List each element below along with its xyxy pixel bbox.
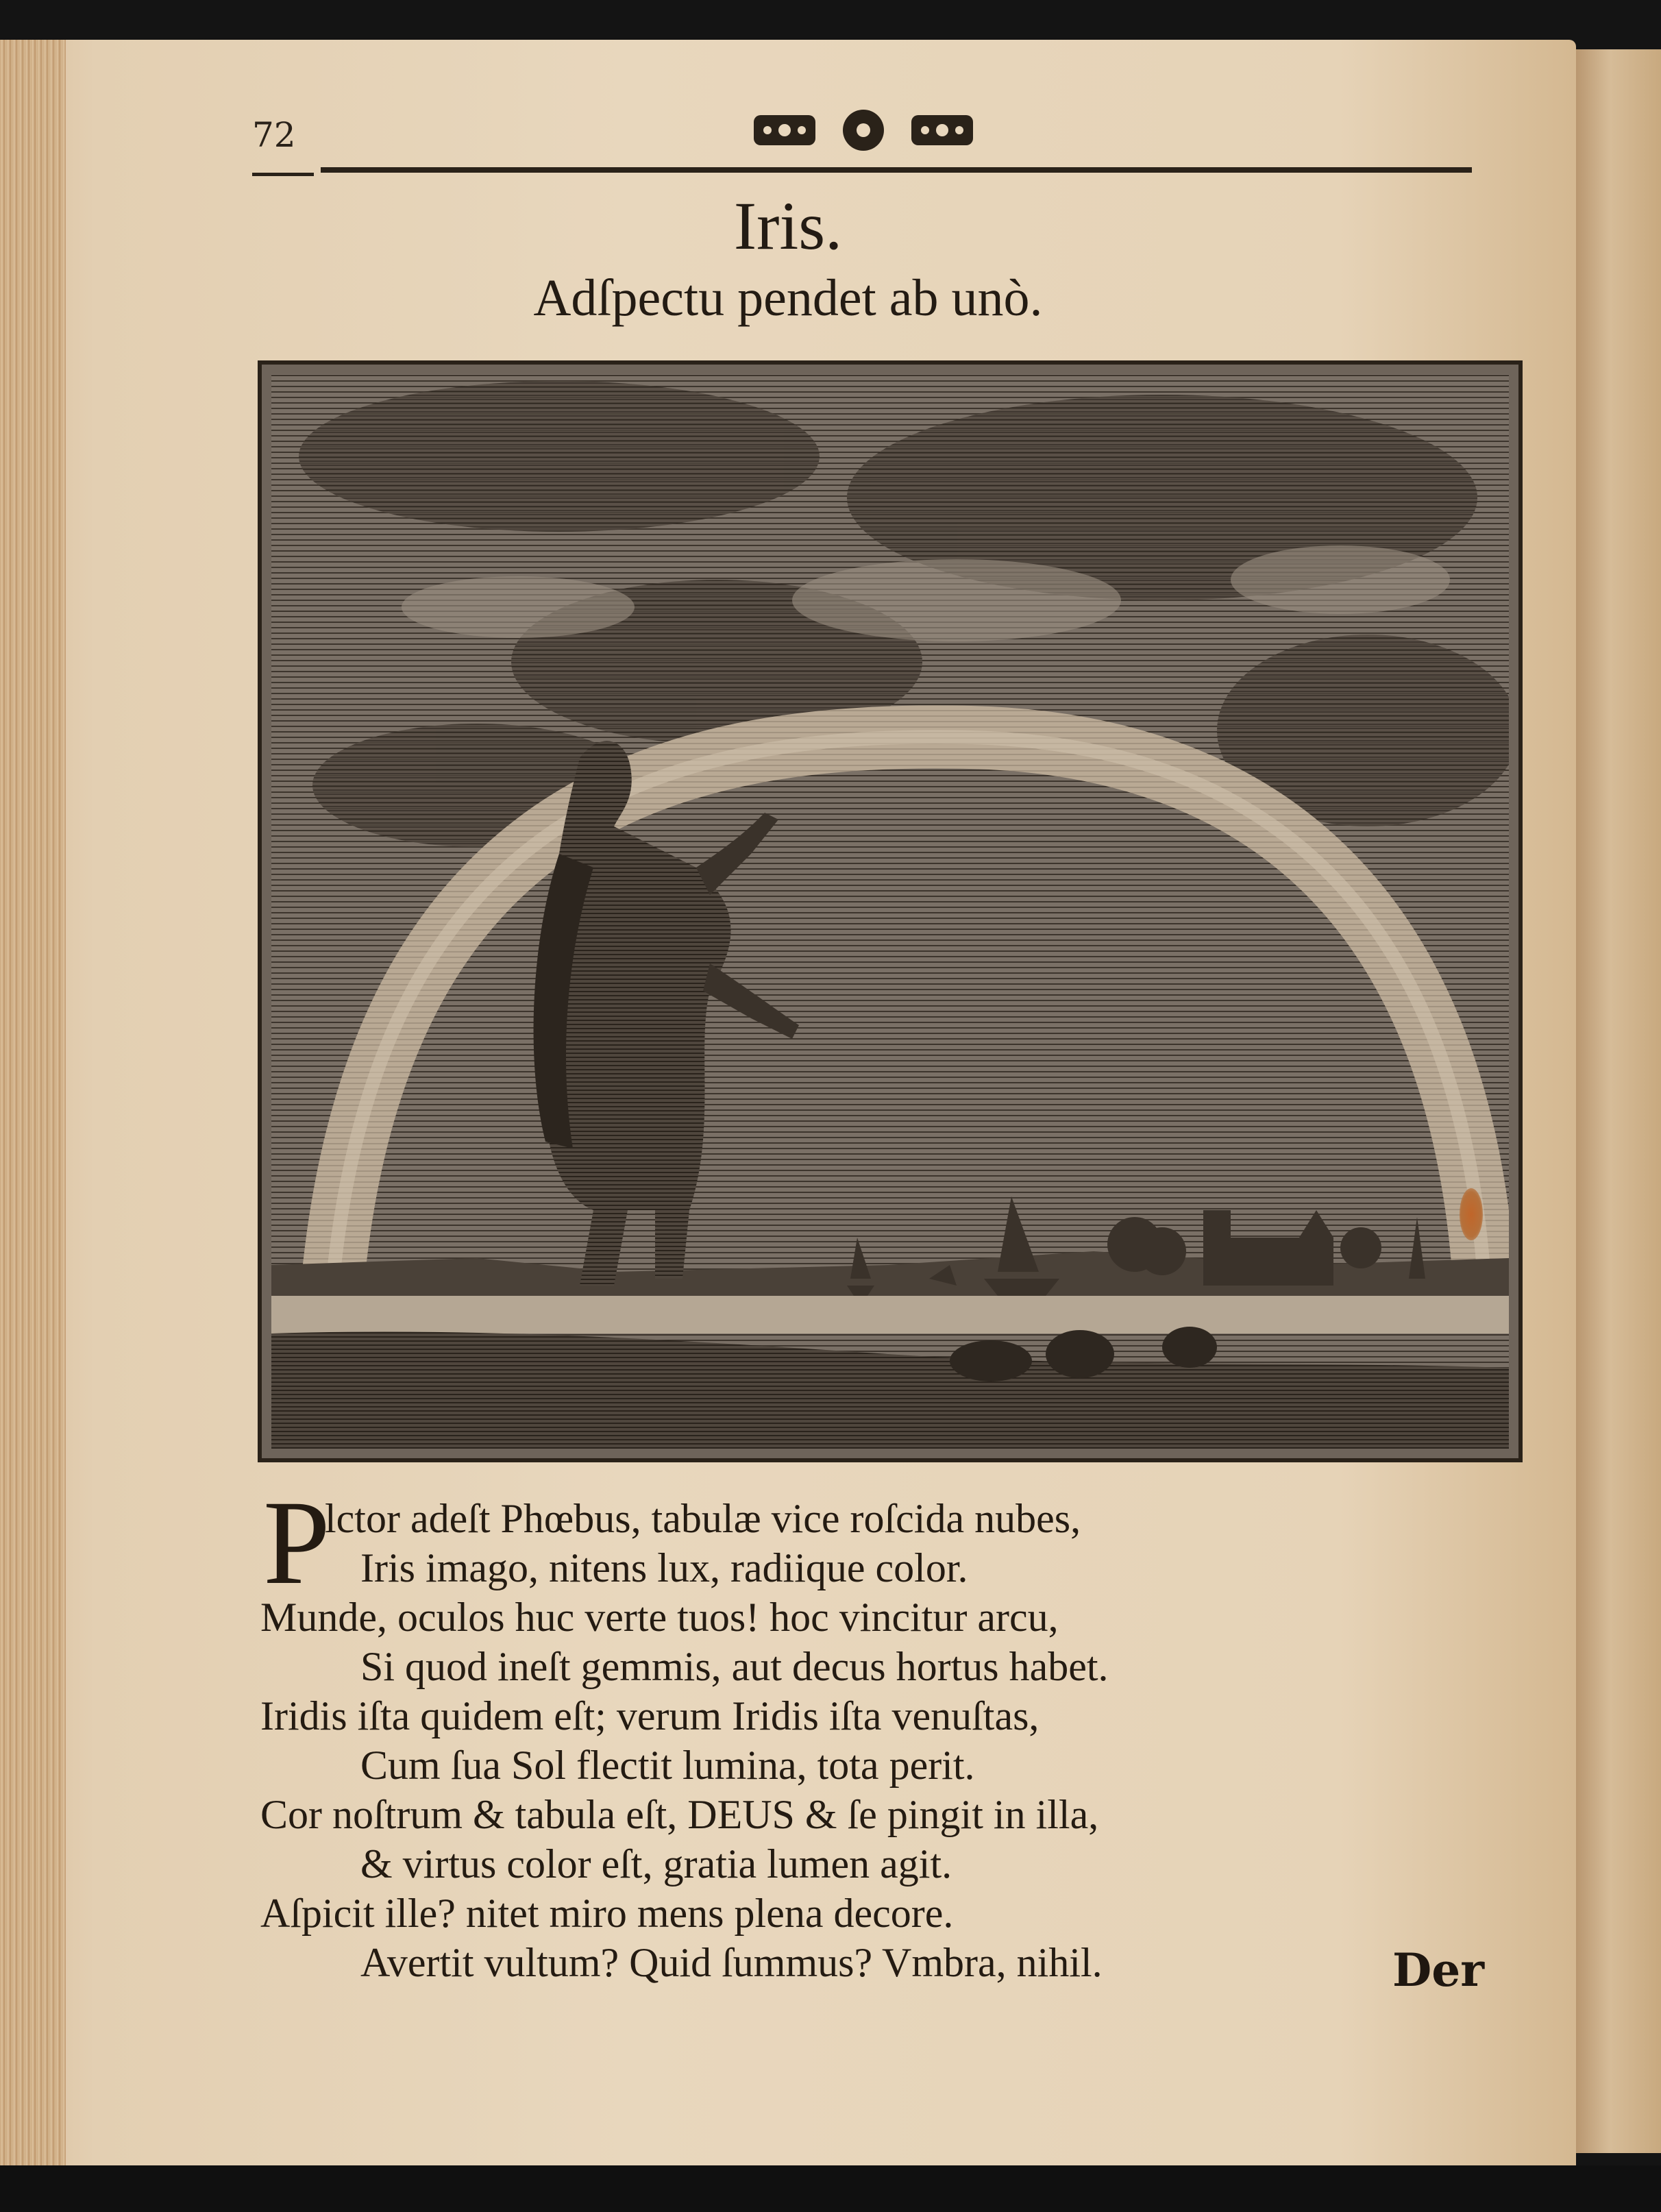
catchword: Der: [1392, 1943, 1484, 1997]
paper-stain: [1460, 1188, 1483, 1240]
page-number: 72: [252, 115, 296, 155]
scan-background: [0, 2165, 1661, 2212]
engraving-frame: [258, 360, 1523, 1462]
poem-line: Iridis iſta quidem eſt; verum Iridis iſta venuſtas,: [260, 1693, 1039, 1738]
header-ornament-icon: [747, 103, 980, 158]
poem-line: & virtus color eſt, gratia lumen agit.: [360, 1841, 952, 1887]
poem-line: Aſpicit ille? nitet miro mens plena decore.: [260, 1891, 954, 1936]
page-number-rule: [252, 173, 314, 176]
emblem-motto: Adſpectu pendet ab unò.: [533, 269, 1043, 327]
poem-line: Cum ſua Sol flectit lumina, tota perit.: [360, 1743, 975, 1788]
poem-line: lctor adeſt Phœbus, tabulæ vice roſcida nubes,: [325, 1496, 1081, 1541]
header-rule: [321, 167, 1472, 173]
poem-line: Munde, oculos huc verte tuos! hoc vincitur arcu,: [260, 1595, 1059, 1640]
emblem-title: Iris.: [733, 188, 843, 264]
poem-line: Si quod ineſt gemmis, aut decus hortus habet.: [360, 1644, 1109, 1689]
poem-line: Iris imago, nitens lux, radiique color.: [360, 1545, 968, 1590]
next-page-edge: [1576, 49, 1661, 2153]
rainbow-engraving: [271, 374, 1509, 1449]
page-edges-left: [0, 40, 66, 2178]
poem-line: Cor noſtrum & tabula eſt, DEUS & ſe pingit in illa,: [260, 1792, 1099, 1837]
drop-cap: P: [263, 1476, 330, 1610]
poem-line: Avertit vultum? Quid ſummus? Vmbra, nihil.: [360, 1940, 1103, 1985]
